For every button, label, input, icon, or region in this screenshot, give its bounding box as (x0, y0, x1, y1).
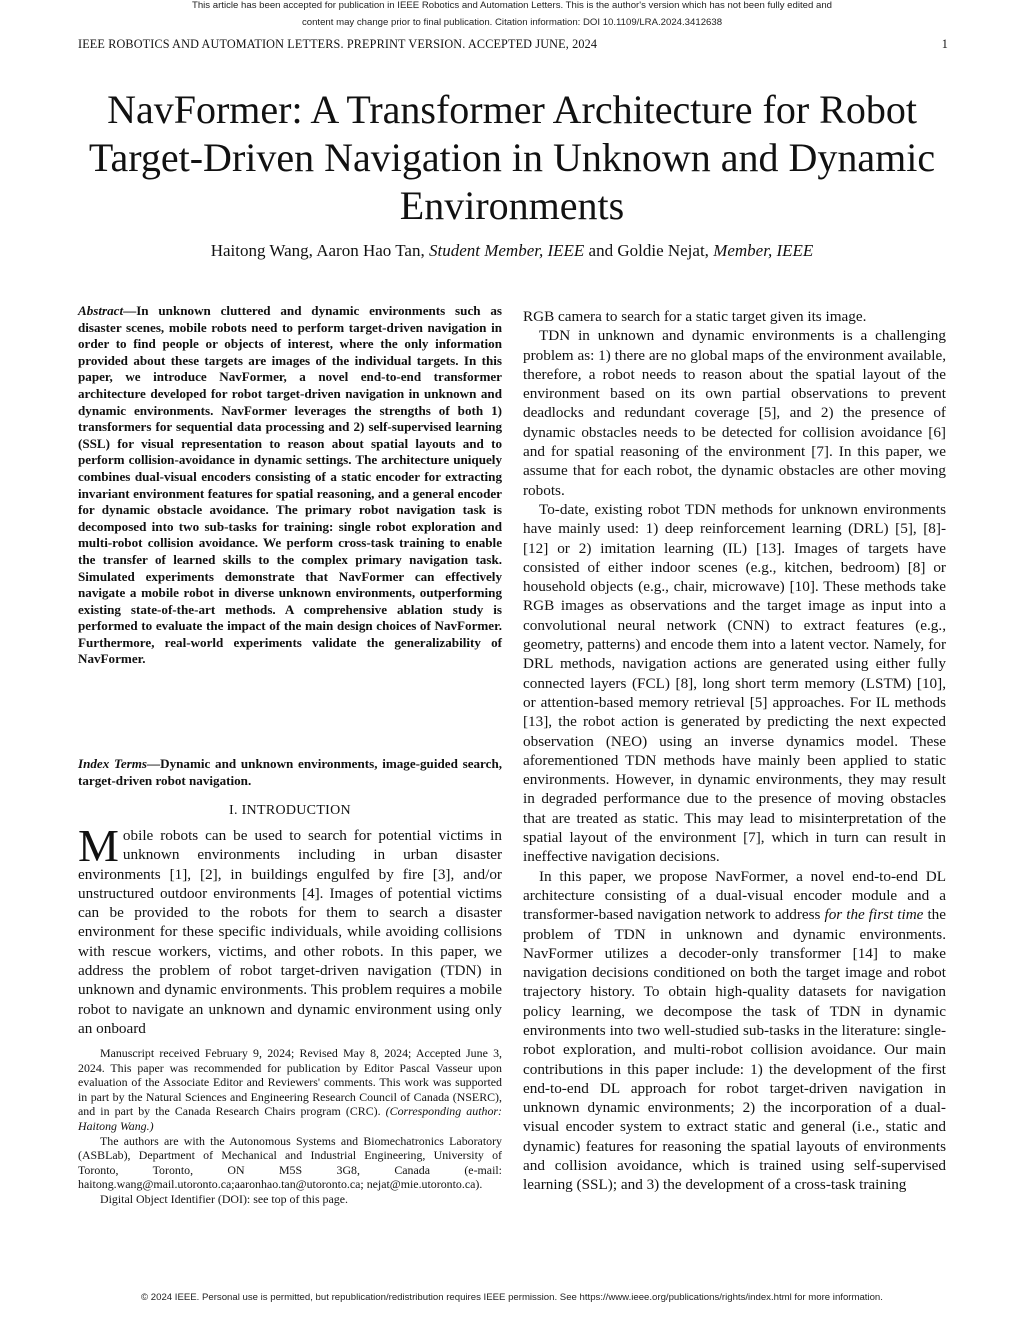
authors-role-2: Member, IEEE (713, 241, 814, 260)
index-terms-label: Index Terms (78, 756, 148, 771)
right-paragraph-4-text-b: the problem of TDN in unknown and dynamic environments. NavFormer utilizes a decoder-only transformer [14] to make navigation decisions conditioned on both the target image and robot trajectory history. To obtain high-quality datasets for navigation policy learning, we decompose the task of TDN in dynamic environments into two well-studied sub-tasks in the literature: single-robot exploration, and multi-robot collision avoidance. Our main contributions in this paper include: 1) the development of the first end-to-end DL approach for robot target-driven navigation in unknown dynamic environments; 2) the incorporation of a dual-visual encoder system to extract static and general (i.e., static and dynamic) features for reasoning the spatial layouts of environments and collision avoidance, which is trained using self-supervised learning (SSL); and 3) the development of a cross-task training (523, 906, 947, 1194)
introduction-text: obile robots can be used to search for potential victims in unknown environments including in urban disaster environments [1], [2], in buildings engulfed by fire [3], and/or unstructured outdoor environments [4]. Images of potential victims can be provided to the robots for them to search a disaster environment for these specific individuals, while avoiding collisions with rescue workers, victims, and other robots. In this paper, we address the problem of robot target-driven navigation (TDN) in unknown and dynamic environments. This problem requires a mobile robot to navigate an unknown and dynamic environment using only an onboard (78, 827, 502, 1037)
footnote-doi: Digital Object Identifier (DOI): see top of this page. (100, 1191, 348, 1206)
footnote-affiliation: The authors are with the Autonomous Systems and Biomechatronics Laboratory (ASBLab), Department of Mechanical and Industrial Engineering, University of Toronto, Toronto, ON M5S 3G8, Canada (e-mail: haitong.wang@mail.utoronto.ca;aaronhao.tan@utoronto.ca; nejat@mie.utoronto.ca). (78, 1133, 502, 1192)
section-heading: I. INTRODUCTION (229, 803, 351, 818)
right-paragraph-2: TDN in unknown and dynamic environments is a challenging problem as: 1) there are no global maps of the environment available, therefore, a robot needs to reason about the spatial layout of the environment based on its own partial observations to prevent deadlocks and redundant coverage [5], and 2) the presence of dynamic obstacles needs to be detected for collision avoidance [6] and for spatial reasoning of the environment [7]. In this paper, we assume that for each robot, the dynamic obstacles are other moving robots. (523, 327, 946, 499)
running-head (78, 37, 948, 52)
right-paragraph-4-emphasis: for the first time (824, 906, 924, 924)
abstract (78, 303, 502, 668)
authors-part-1: Haitong Wang, Aaron Hao Tan, (210, 241, 429, 260)
title-line-2: Target-Driven Navigation in Unknown and Dynamic (88, 135, 936, 180)
drop-cap: M (78, 820, 119, 871)
introduction-paragraph (78, 820, 502, 1038)
authors-role-1: Student Member, IEEE (428, 241, 585, 260)
index-terms (78, 756, 502, 789)
title-line-1: NavFormer: A Transformer Architecture for Robot (107, 87, 917, 132)
footnote-manuscript-text: Manuscript received February 9, 2024; Revised May 8, 2024; Accepted June 3, 2024. This paper was recommended for publication by Editor Pascal Vasseur upon evaluation of the Associate Editor and Reviewers' comments. This work was supported in part by the Natural Sciences and Engineering Research Council of Canada (NSERC), and in part by the Canada Research Chairs program (CRC). (78, 1046, 502, 1119)
title-line-3: Environments (399, 183, 625, 228)
right-paragraph-4-text-a: In this paper, we propose NavFormer, a novel end-to-end DL architecture consisting of a dual-visual encoder module and a transformer-based navigation network to address (523, 867, 946, 924)
right-paragraph-4 (523, 867, 946, 1195)
copyright-footer: © 2024 IEEE. Personal use is permitted, but republication/redistribution requires IEEE permission. See https://www.ieee.org/publications/rights/index.html for more information. (141, 1292, 883, 1303)
footnote (78, 1046, 502, 1207)
right-paragraph-3: To-date, existing robot TDN methods for unknown environments have mainly used: 1) deep reinforcement learning (DRL) [5], [8]-[12] or 2) imitation learning (IL) [13]. Images of targets have consisted of either indoor scenes (e.g., kitchen, bedroom) [8] or household objects (e.g., chair, microwave) [10]. These methods take RGB images as observations and the target image as input into a convolutional neural network (CNN) to extract features (e.g., geometry, patterns) and encode them into a latent vector. Namely, for DRL methods, navigation actions are generated using either fully connected layers (FCL) [8], long short term memory (LSTM) [10], or attention-based memory retrieval [5] approaches. For IL methods [13], the robot action is generated by predicting the next expected observation (NEO) using an inverse dynamics model. These aforementioned TDN methods have mainly been applied to static environments. However, in dynamic environments, they may result in degraded performance due to the presence of moving obstacles that are treated as static. This may lead to misinterpretation of the spatial layout of the environment [7], which in turn can result in ineffective navigation decisions. (523, 500, 946, 866)
page-number: 1 (941, 37, 948, 51)
publication-notice-line-2: content may change prior to final publication. Citation information: DOI 10.1109/LRA.2024.3412638 (301, 17, 723, 28)
footnote-corresponding-author: (Corresponding author: Haitong Wang.) (78, 1104, 502, 1133)
author-list (40, 241, 984, 261)
index-terms-text: —Dynamic and unknown environments, image-guided search, target-driven robot navigation. (78, 756, 502, 788)
right-paragraph-1: RGB camera to search for a static target given its image. (523, 308, 867, 325)
abstract-label: Abstract (78, 303, 124, 318)
authors-part-2: and Goldie Nejat, (584, 241, 714, 260)
footnote-manuscript (78, 1046, 502, 1134)
abstract-text: —In unknown cluttered and dynamic environments such as disaster scenes, mobile robots need to perform target-driven navigation in order to find people or objects of interest, where the only information provided about these targets are images of the individual targets. In this paper, we introduce NavFormer, a novel end-to-end transformer architecture developed for robot target-driven navigation in unknown and dynamic environments. NavFormer leverages the strengths of both 1) transformers for sequential data processing and 2) self-supervised learning (SSL) for visual representation to reason about spatial layouts and to perform collision-avoidance in dynamic settings. The architecture uniquely combines dual-visual encoders consisting of a static encoder for extracting invariant environment features for spatial reasoning, and a general encoder for dynamic obstacle avoidance. The primary robot navigation task is decomposed into two sub-tasks for training: single robot exploration and multi-robot collision avoidance. We perform cross-task training to enable the transfer of learned skills to the complex primary navigation task. Simulated experiments demonstrate that NavFormer can effectively navigate a mobile robot in diverse unknown environments, outperforming existing state-of-the-art methods. A comprehensive ablation study is performed to evaluate the impact of the main design choices of NavFormer. Furthermore, real-world experiments validate the generalizability of NavFormer. (78, 303, 502, 667)
right-column (523, 307, 946, 1195)
running-head-text: IEEE ROBOTICS AND AUTOMATION LETTERS. PREPRINT VERSION. ACCEPTED JUNE, 2024 (78, 37, 598, 51)
publication-notice-line-1: This article has been accepted for publication in IEEE Robotics and Automation Letters. This is the author's version which has not been fully edited and (191, 0, 832, 11)
paper-title (40, 86, 984, 230)
